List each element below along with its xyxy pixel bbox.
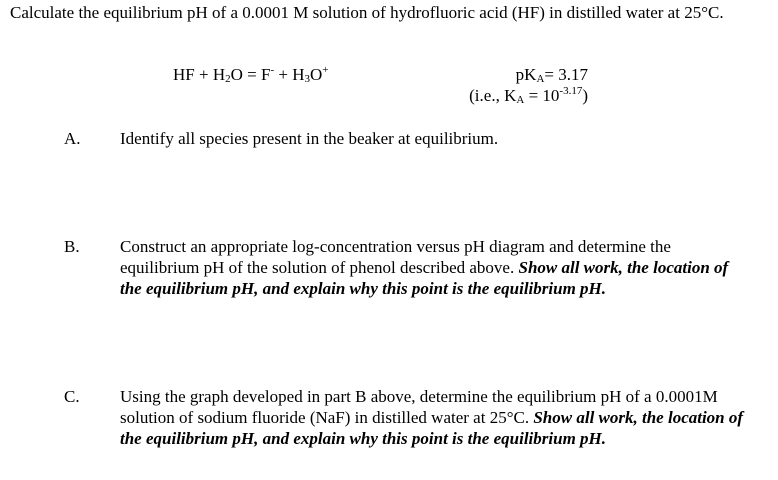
- pka-line: [469, 64, 588, 85]
- ka-equals: = 10: [524, 86, 560, 105]
- pka-value: = 3.17: [544, 65, 588, 84]
- ka-exponent: -3.17: [559, 85, 583, 97]
- water-subscript: 2: [225, 73, 231, 85]
- question-b-text: [120, 236, 745, 299]
- question-b-letter: B.: [64, 237, 80, 256]
- fluoride-charge: -: [270, 64, 275, 76]
- question-c-text: [120, 386, 745, 449]
- ka-close: ): [582, 86, 588, 105]
- ka-line: [469, 85, 588, 106]
- reaction-plus-h: + H: [194, 65, 226, 84]
- question-c-letter: C.: [64, 387, 80, 406]
- reaction-o: O: [309, 65, 323, 84]
- question-a-letter: A.: [64, 129, 81, 148]
- question-c-emphasis: Show all work, the location of the equilibrium pH, and explain why this point is the equilibrium pH.: [120, 408, 744, 448]
- ka-subscript: A: [516, 94, 525, 106]
- pka-block: [469, 64, 588, 106]
- hydronium-subscript: 3: [304, 73, 310, 85]
- reaction-o-equals-f: O = F: [230, 65, 271, 84]
- hydronium-charge: +: [322, 64, 329, 76]
- reaction-equation: [173, 64, 328, 85]
- reaction-plus-h3: + H: [274, 65, 305, 84]
- reactant-hf: HF: [173, 65, 195, 84]
- pka-subscript: A: [536, 73, 545, 85]
- question-b-emphasis: Show all work, the location of the equilibrium pH, and explain why this point is the equilibrium pH.: [120, 258, 729, 298]
- question-b-body: Construct an appropriate log-concentration versus pH diagram and determine the equilibrium pH of the solution of phenol described above.: [120, 237, 671, 277]
- question-a-text: [120, 128, 745, 149]
- ka-prefix: (i.e., K: [469, 86, 517, 105]
- problem-statement: Calculate the equilibrium pH of a 0.0001 M solution of hydrofluoric acid (HF) in distilled water at 25°C.: [10, 3, 724, 22]
- question-a-body: Identify all species present in the beaker at equilibrium.: [120, 129, 499, 148]
- pka-label: pK: [515, 65, 537, 84]
- question-c-body: Using the graph developed in part B above, determine the equilibrium pH of a 0.0001M solution of sodium fluoride (NaF) in distilled water at 25°C.: [120, 387, 718, 427]
